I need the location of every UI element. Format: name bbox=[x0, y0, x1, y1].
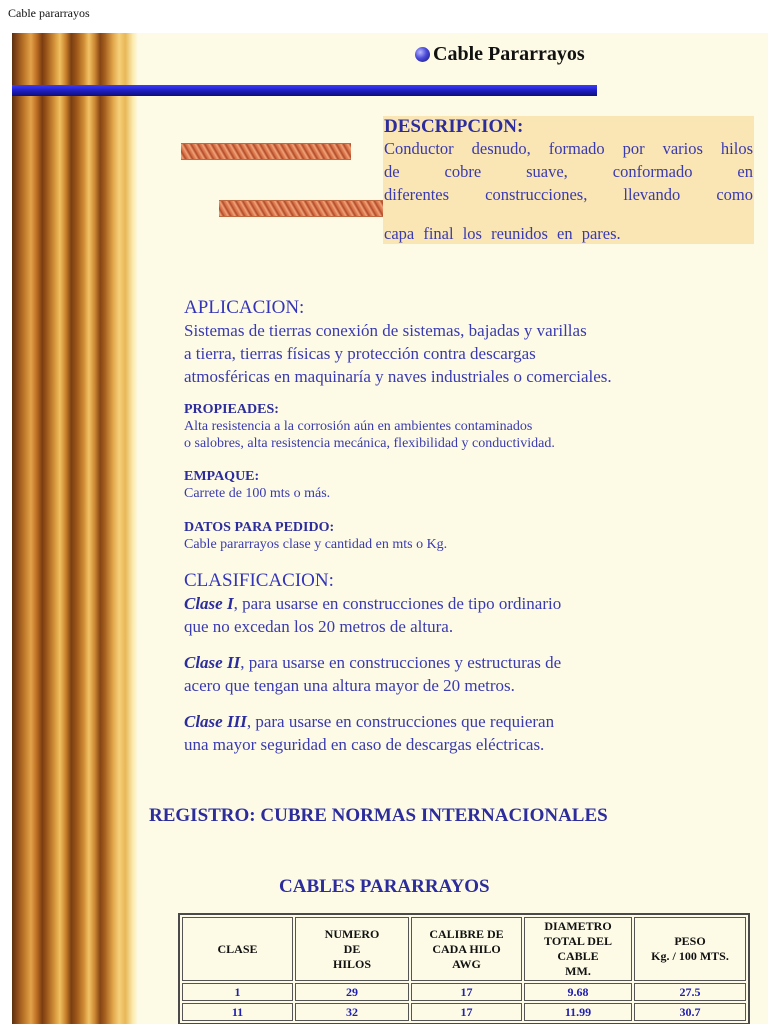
header-text: HILOS bbox=[332, 956, 371, 971]
pedido-text: Cable pararrayos clase y cantidad en mts o Kg. bbox=[184, 537, 448, 552]
aplicacion-heading: APLICACION: bbox=[184, 297, 305, 318]
propiedades-section bbox=[184, 402, 555, 452]
descripcion-line: diferentes construcciones, llevando como bbox=[384, 185, 753, 204]
table-cell: 9.68 bbox=[524, 983, 632, 1001]
header-text: CADA HILO bbox=[432, 941, 501, 956]
header-text: NUMERO bbox=[324, 926, 380, 941]
title-row bbox=[415, 43, 585, 66]
copper-cable-image bbox=[181, 143, 351, 160]
header-text: Kg. / 100 MTS. bbox=[651, 949, 729, 963]
clase-text: , para usarse en construcciones de tipo ordinario bbox=[233, 594, 562, 613]
table-row bbox=[182, 983, 746, 1001]
descripcion-box bbox=[383, 116, 754, 244]
table-cell: 29 bbox=[295, 983, 409, 1001]
table-row bbox=[182, 1003, 746, 1021]
clase-text: que no excedan los 20 metros de altura. bbox=[184, 617, 454, 636]
header-text: TOTAL DEL bbox=[544, 934, 612, 948]
blue-ball-bullet-icon bbox=[415, 47, 430, 62]
table-cell: 11.99 bbox=[524, 1003, 632, 1021]
header-peso bbox=[634, 917, 746, 981]
header-text: DIAMETRO bbox=[544, 919, 612, 933]
header-calibre bbox=[411, 917, 522, 981]
clase-item bbox=[184, 592, 561, 615]
descripcion-line: de cobre suave, conformado en bbox=[384, 162, 753, 181]
table-cell: 27.5 bbox=[634, 983, 746, 1001]
header-text: AWG bbox=[452, 956, 481, 971]
descripcion-heading: DESCRIPCION: bbox=[384, 116, 524, 137]
aplicacion-line: Sistemas de tierras conexión de sistemas, bajadas y varillas bbox=[184, 321, 587, 340]
clase-item bbox=[184, 710, 561, 733]
header-numero-hilos bbox=[295, 917, 409, 981]
page bbox=[12, 33, 768, 1024]
registro-heading: REGISTRO: CUBRE NORMAS INTERNACIONALES bbox=[149, 805, 608, 826]
empaque-heading: EMPAQUE: bbox=[184, 469, 260, 484]
table-cell: 17 bbox=[411, 983, 522, 1001]
header-diametro bbox=[524, 917, 632, 981]
header-text: MM. bbox=[565, 964, 591, 978]
header-text: DE bbox=[343, 941, 361, 956]
clase-name: Clase III bbox=[184, 712, 247, 731]
document-header: Cable pararrayos bbox=[8, 6, 90, 20]
propiedades-line: o salobres, alta resistencia mecánica, flexibilidad y conductividad. bbox=[184, 436, 555, 451]
propiedades-line: Alta resistencia a la corrosión aún en ambientes contaminados bbox=[184, 419, 533, 434]
clase-text: , para usarse en construcciones y estructuras de bbox=[240, 653, 562, 672]
descripcion-line: capa final los reunidos en pares. bbox=[384, 224, 621, 243]
clase-item bbox=[184, 651, 561, 674]
title-divider-bar bbox=[12, 85, 597, 96]
clasificacion-section bbox=[184, 570, 561, 756]
aplicacion-line: atmosféricas en maquinaría y naves industriales o comerciales. bbox=[184, 367, 612, 386]
empaque-section bbox=[184, 469, 330, 502]
clase-text: acero que tengan una altura mayor de 20 metros. bbox=[184, 676, 515, 695]
pedido-section bbox=[184, 520, 447, 553]
table-header-row bbox=[182, 917, 746, 981]
clase-text: , para usarse en construcciones que requieran bbox=[246, 712, 555, 731]
header-text: CABLE bbox=[557, 949, 599, 963]
clase-name: Clase I bbox=[184, 594, 234, 613]
clase-text: una mayor seguridad en caso de descargas eléctricas. bbox=[184, 735, 545, 754]
empaque-text: Carrete de 100 mts o más. bbox=[184, 486, 331, 501]
header-clase bbox=[182, 917, 293, 981]
header-text: CALIBRE DE bbox=[429, 926, 504, 941]
cables-table bbox=[178, 913, 750, 1024]
propiedades-heading: PROPIEADES: bbox=[184, 402, 279, 417]
pedido-heading: DATOS PARA PEDIDO: bbox=[184, 520, 335, 535]
copper-cable-image bbox=[219, 200, 383, 217]
header-text: PESO bbox=[674, 934, 706, 948]
table-cell: 32 bbox=[295, 1003, 409, 1021]
aplicacion-section bbox=[184, 297, 612, 388]
page-title: Cable Pararrayos bbox=[433, 43, 585, 65]
aplicacion-line: a tierra, tierras físicas y protección contra descargas bbox=[184, 344, 536, 363]
table-cell: 30.7 bbox=[634, 1003, 746, 1021]
header-text: CLASE bbox=[217, 941, 258, 956]
clasificacion-heading: CLASIFICACION: bbox=[184, 570, 334, 591]
table-title: CABLES PARARRAYOS bbox=[279, 876, 490, 897]
descripcion-line: Conductor desnudo, formado por varios hilos bbox=[384, 139, 753, 158]
table-cell: 1 bbox=[182, 983, 293, 1001]
table-cell: 17 bbox=[411, 1003, 522, 1021]
golden-pillars-decoration bbox=[12, 33, 138, 1024]
clase-name: Clase II bbox=[184, 653, 241, 672]
table-cell: 11 bbox=[182, 1003, 293, 1021]
